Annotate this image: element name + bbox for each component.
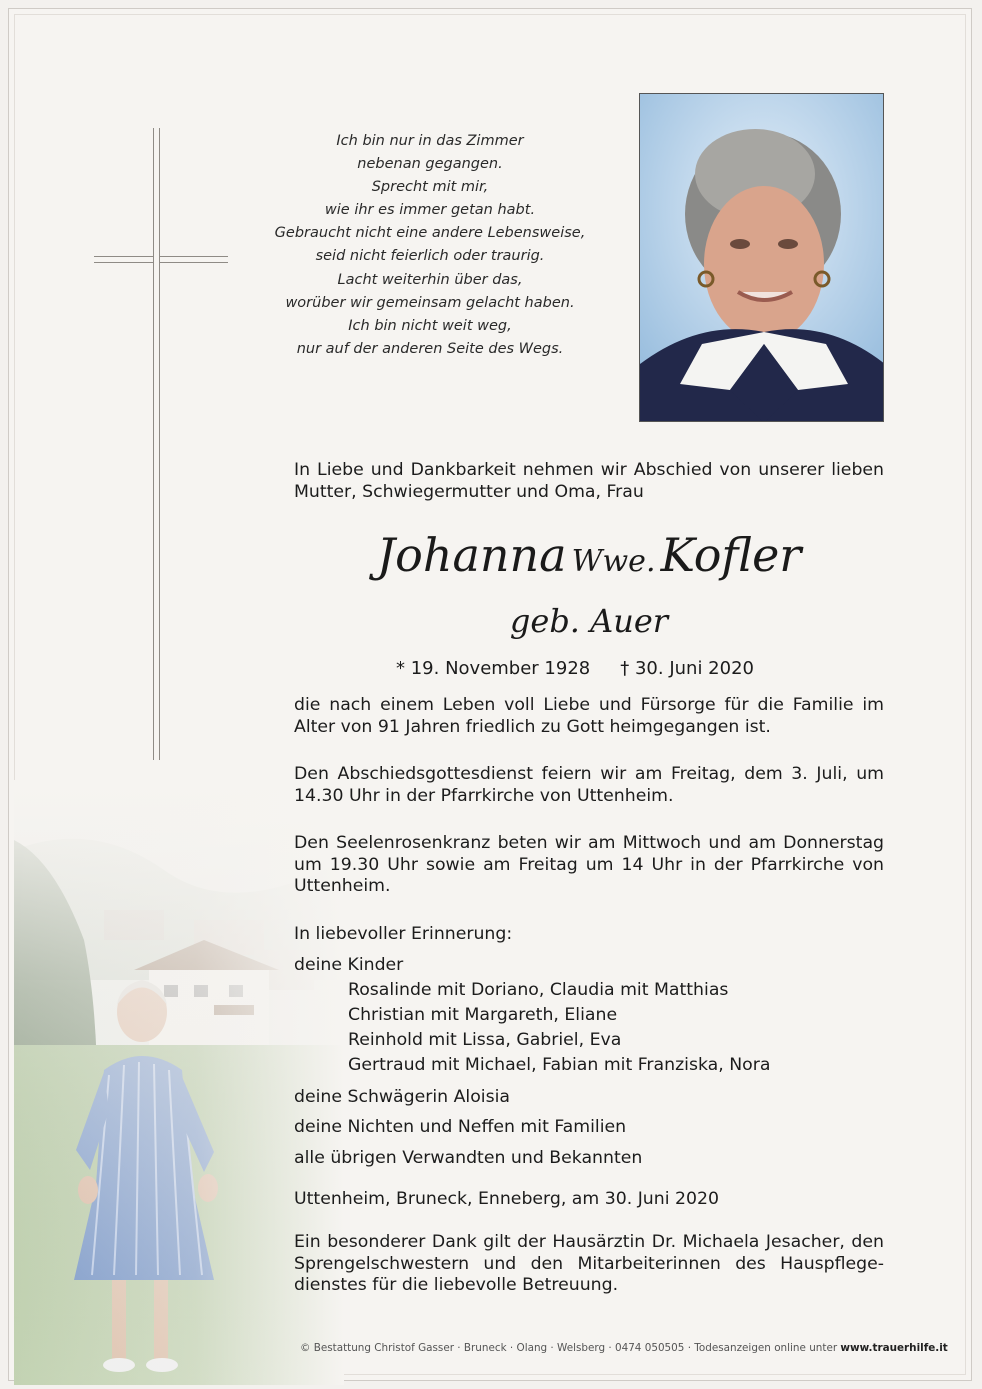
cross-vertical-beam — [153, 128, 160, 760]
poem-line: Sprecht mit mir, — [371, 179, 489, 196]
last-name: Kofler — [660, 528, 802, 582]
first-name: Johanna — [376, 528, 567, 582]
poem — [250, 130, 610, 361]
mourners-heading: In liebevoller Erinnerung: — [294, 924, 513, 944]
funeral-paragraph: Den Abschiedsgottesdienst feiern wir am Freitag, dem 3. Juli, um 14.30 Uhr in der Pfarrkirche von Uttenheim. — [294, 764, 884, 806]
children-line: Gertraud mit Michael, Fabian mit Franziska, Nora — [348, 1055, 771, 1075]
portrait-photo — [639, 93, 884, 422]
poem-line: seid nicht feierlich oder traurig. — [315, 248, 545, 265]
birth-name: geb. Auer — [509, 602, 669, 640]
children-line: Christian mit Margareth, Eliane — [348, 1005, 618, 1025]
thanks-paragraph: Ein besonderer Dank gilt der Hausärztin Dr. Michaela Jesacher, den Sprengelschwestern und den Mitarbeiterinnen des Hauspflege-dienstes für die liebevolle Betreuung. — [294, 1232, 884, 1295]
mourner-line: alle übrigen Verwandten und Bekannten — [294, 1148, 643, 1168]
poem-line: Ich bin nur in das Zimmer — [336, 133, 524, 149]
cross-horizontal-beam — [94, 256, 228, 263]
poem-line: Lacht weiterhin über das, — [337, 271, 523, 288]
mourner-line: deine Nichten und Neffen mit Familien — [294, 1117, 627, 1137]
poem-line: wie ihr es immer getan habt. — [324, 202, 536, 219]
poem-line: Gebraucht nicht eine andere Lebensweise, — [274, 225, 586, 242]
cross-intersection — [153, 254, 160, 265]
death-date: † 30. Juni 2020 — [620, 658, 754, 679]
birth-date: * 19. November 1928 — [396, 658, 591, 679]
footer — [300, 1342, 948, 1354]
rosary-paragraph: Den Seelenrosenkranz beten wir am Mittwoch und am Donnerstag um 19.30 Uhr sowie am Freitag um 14 Uhr in der Pfarrkirche von Uttenheim. — [294, 833, 884, 896]
widow-abbrev: Wwe. — [571, 544, 656, 579]
life-dates — [396, 658, 754, 679]
cross-icon — [94, 128, 228, 760]
poem-line: nebenan gegangen. — [357, 156, 503, 173]
footer-link[interactable]: www.trauerhilfe.it — [840, 1342, 948, 1354]
footer-text: © Bestattung Christof Gasser · Bruneck · Olang · Welsberg · 0474 050505 · Todesanzeigen online unter — [300, 1342, 838, 1354]
poem-line: worüber wir gemeinsam gelacht haben. — [285, 294, 575, 311]
intro-text: In Liebe und Dankbarkeit nehmen wir Abschied von unserer lieben Mutter, Schwiegermutter und Oma, Frau — [294, 460, 884, 502]
children-line: Rosalinde mit Doriano, Claudia mit Matthias — [348, 980, 729, 1000]
mourner-line: deine Schwägerin Aloisia — [294, 1087, 510, 1107]
place-date: Uttenheim, Bruneck, Enneberg, am 30. Juni 2020 — [294, 1189, 719, 1209]
children-label: deine Kinder — [294, 955, 404, 975]
life-paragraph: die nach einem Leben voll Liebe und Fürsorge für die Familie im Alter von 91 Jahren friedlich zu Gott heimgegangen ist. — [294, 695, 884, 737]
poem-line: Ich bin nicht weit weg, — [348, 317, 512, 334]
poem-line: nur auf der anderen Seite des Wegs. — [296, 340, 564, 357]
children-line: Reinhold mit Lissa, Gabriel, Eva — [348, 1030, 622, 1050]
deceased-name — [294, 528, 884, 582]
